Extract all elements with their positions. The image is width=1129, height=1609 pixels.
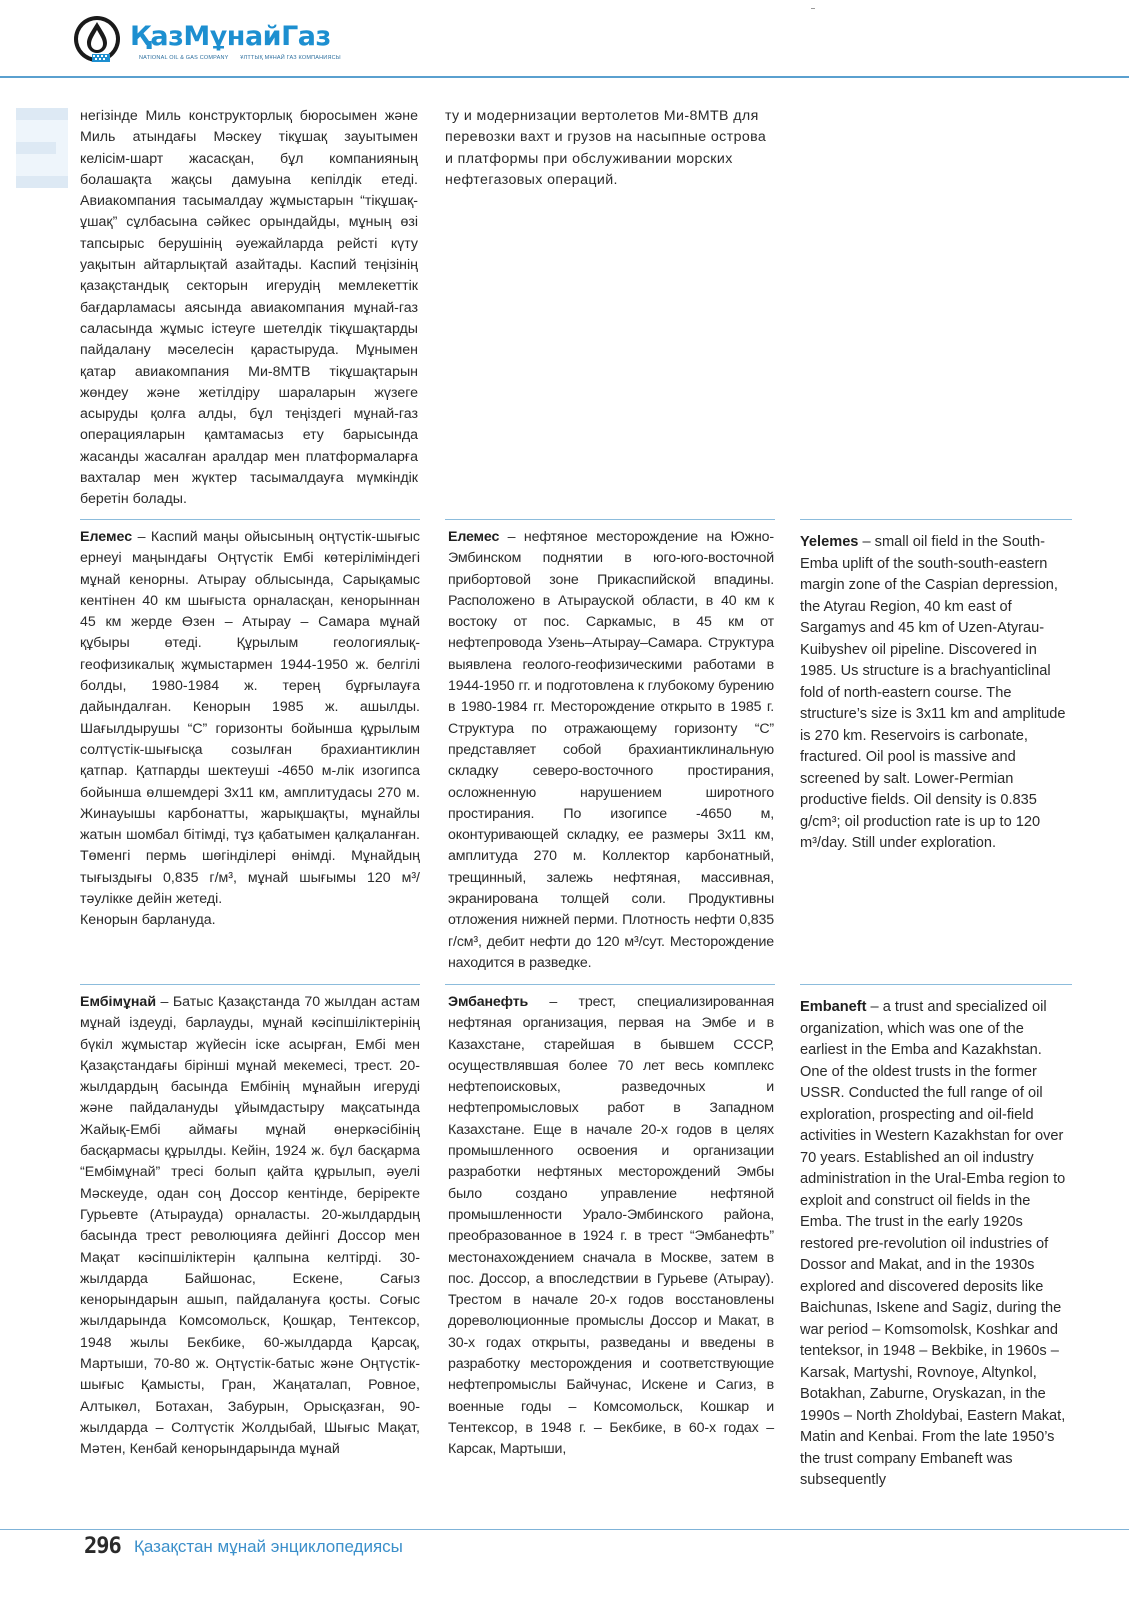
brand-subtitle [139, 55, 351, 61]
entry-text: – Батыс Қазақстанда 70 жылдан астам мұнай іздеуді, барлауды, мұнай кәсіпшіліктерінің бүкіл жұмыстар жүйесін іске асырған, Ембі мен Қазақстандағы бірінші мұнай мекемесі, трест. 20-жылдардың басында Ембінің мұнайын игеруді және пайдалануды ұйымдастыру мақсатында Жайық-Ембі аймағы мұнай өнеркәсібінің басқармасы құрылды. Кейін, 1924 ж. бұл басқарма “Ембімұнай” тресі болып қайта құрылып, әуелі Мәскеуде, одан соң Доссор кентінде, беріректе Гурьевте (Атырауда) орналасты. 20-жылдардың басында трест революцияға дейінгі Доссор мен Мақат кәсіпшіліктерін қалпына келтірді. 30-жылдарда Байшонас, Ескене, Сағыз кенорындарын ашып, пайдалануға қосты. Соғыс жылдарында Комсомольск, Қошқар, Тентексор, 1948 жылы Бекбике, 60-жылдарда Қарсақ, Мартыши, 70-80 ж. Оңтүстік-батыс және Оңтүстік-шығыс Қамысты, Гран, Жаңаталап, Ровное, Алтыкөл, Ботахан, Забурын, Орысқазған, 90-жылдарда – Солтүстік Жолдыбай, Шығыс Мақат, Мәтен, Кенбай кенорындарында мұнай [80, 994, 420, 1458]
entry-yelemes-kz-status: Кенорын барлануда. [80, 912, 216, 929]
intro-ru-text: ту и модернизации вертолетов Ми-8МТВ для перевозки вахт и грузов на насыпные острова и платформы при обслуживании морских нефтегазовых операций. [445, 108, 767, 188]
entry-embaneft-ru [448, 992, 774, 1461]
footer-divider [0, 1529, 1129, 1530]
entry-text: – a trust and specialized oil organization, which was one of the earliest in the Emba and Kazakhstan. One of the oldest trusts in the former USSR. Conducted the full range of oil exploration, prospecting and oil-field activities in Western Kazakhstan for over 70 years. Established an oil industry administration in the Ural-Emba region to exploit and construct oil fields in the Emba. The trust in the early 1920s restored pre-revolution oil industries of Dossor and Makat, and in the 1930s explored and discovered deposits like Baichunas, Iskene and Sagiz, during the war period – Komsomolsk, Koshkar and tenteksor, in 1948 – Bekbike, in 1960s – Karsak, Martyshi, Rovnoye, Altynkol, Botakhan, Zaburne, Oryskazan, in the 1990s – North Zholdybai, Eastern Makat, Matin and Kenbai. From the late 1950’s the trust company Embaneft was subsequently [800, 999, 1066, 1488]
intro-kz-text: негізінде Миль конструкторлық бюросымен және Миль атындағы Мәскеу тікұшақ зауытымен келісім-шарт жасасқан, бұл компанияның болашақта жақсы дамуына кепілдік етеді. Авиакомпания тасымалдау жұмыстарын “тікұшақ-ұшақ” сұлбасына сәйкес орындайды, мұның өзі тапсырыс берушінің әуежайларда рейсті күту уақытын айтарлықтай азайтады. Каспий теңізінің қазақстандық секторын игерудің мемлекеттік бағдарламасы аясында авиакомпания мұнай-газ саласында жұмыс істеуге шетелдік тікұшақтарды пайдалану мәселесін қарастыруда. Мұнымен қатар авиакомпания Ми-8МТВ тікұшақтарын жөндеу және жетілдіру шараларын жүзеге асыруды қолға алды, бұл теңіздегі мұнай-газ операцияларын қамтамасыз ету барысында жасанды жасалған аралдар мен платформаларға вахталар мен жүктер тасымалдауға мүмкіндік беретін болады. [80, 108, 418, 508]
header-divider [0, 76, 1129, 78]
entry-text: – Каспий маңы ойысының оңтүстік-шығыс ернеуі маңындағы Оңтүстік Ембі көтеріліміндегі мұнай кенорны. Атырау облысында, Сарықамыс кентінен 40 км шығыста орналасқан, кенорыннан 45 км жерде Өзен – Атырау – Самара мұнай құбыры өтеді. Құрылым геологиялық-геофизикалық жұмыстармен 1944-1950 ж. белгілі болды, 1980-1984 ж. терең бұрғылауға дайындалған. Кенорын 1985 ж. ашылды. Шағылдырушы “С” горизонты бойынша құрылым солтүстік-шығысқа созылған брахиантиклин қатпар. Қатпарды шектеуші -4650 м-лік изогипса бойынша өлшемдері 3х11 км, амплитудасы 270 м. Жинауышы карбонатты, жарықшақты, мұнайлы жатын шомбал бітімді, тұз қабатымен қалқаланған. Төменгі пермь шөгінділері өнімді. Мұнайдың тығыздығы 0,835 г/м³, мұнай шығымы 120 м³/тәулікке дейін жетеді. [80, 529, 420, 908]
kazmunaygas-logo-icon [72, 14, 122, 64]
page-number: 296 [84, 1534, 121, 1559]
print-mark [811, 8, 815, 9]
entry-text: – small oil field in the South-Emba uplift of the south-south-eastern margin zone of the Caspian depression, the Atyrau Region, 40 km east of Sargamys and 45 km of Uzen-Atyrau-Kuibyshev oil pipeline. Discovered in 1985. Us structure is a brachyanticlinal fold of north-eastern course. The structure’s size is 3x11 km and amplitude is 270 km. Reservoirs is carbonate, fractured. Oil pool is massive and screened by salt. Lower-Permian productive fields. Oil density is 0.835 g/cm³; oil production rate is up to 120 m³/day. Still under exploration. [800, 534, 1066, 851]
separator-kz-1 [80, 519, 420, 520]
entry-yelemes-ru-paragraph [448, 527, 774, 974]
intro-kz-column [80, 106, 418, 511]
entry-yelemes-en [800, 532, 1072, 855]
entry-term: Елемес [80, 529, 133, 545]
entry-yelemes-kz-paragraph [80, 527, 420, 910]
intro-ru-column [445, 106, 775, 191]
entry-term: Ембімұнай [80, 994, 157, 1010]
brand-name: ҚазМұнайГаз [130, 21, 331, 52]
entry-yelemes-kz [80, 527, 420, 932]
entry-embaneft-en [800, 997, 1072, 1492]
separator-en-1 [800, 519, 1072, 520]
separator-kz-2 [80, 984, 420, 985]
entry-embaneft-kz [80, 992, 420, 1461]
entry-yelemes-en-paragraph [800, 532, 1072, 855]
separator-en-2 [800, 984, 1072, 985]
page-header [0, 0, 1129, 78]
entry-embaneft-ru-paragraph [448, 992, 774, 1461]
separator-ru-2 [445, 984, 775, 985]
entry-text: – трест, специализированная нефтяная организация, первая на Эмбе и в Казахстане, старейшая в бывшем СССР, осуществлявшая более 70 лет весь комплекс нефтепоисковых, разведочных и нефтепромысловых работ в Западном Казахстане. Еще в начале 20-х годов в целях промышленного освоения и организации разработки нефтяных месторождений Эмбы было создано управление нефтяной промышленности Урало-Эмбинского района, преобразованное в 1924 г. в трест “Эмбанефть” местонахождением сначала в Москве, затем в пос. Доссор, а впоследствии в Гурьеве (Атырау). Трестом в начале 20-х годов восстановлены дореволюционные промыслы Доссор и Макат, в 30-х годах открыты, разведаны и введены в разработку месторождения и соответствующие нефтепромыслы Байчунас, Искене и Сагиз, в военные годы – Комсомольск, Кошкар и Тентексор, в 1948 г. – Бекбике, в 60-х годах – Карсак, Мартыши, [448, 994, 774, 1458]
entry-embaneft-kz-paragraph [80, 992, 420, 1461]
brand-subtitle-kz: ҰЛТТЫҚ МҰНАЙ ГАЗ КОМПАНИЯСЫ [240, 55, 341, 61]
entry-term: Yelemes [800, 534, 859, 550]
entry-term: Эмбанефть [448, 994, 529, 1010]
publication-title: Қазақстан мұнай энциклопедиясы [134, 1537, 403, 1556]
entry-term: Елемес [448, 529, 500, 545]
brand-subtitle-en: NATIONAL OIL & GAS COMPANY [139, 55, 229, 61]
entry-text: – нефтяное месторождение на Южно-Эмбинском поднятии в юго-юго-восточной прибортовой зоне Прикаспийской впадины. Расположено в Атырауской области, в 40 км к востоку от пос. Саркамыс, в 45 км от нефтепровода Узень–Атырау–Самара. Структура выявлена геолого-геофизическими работами в 1944-1950 гг. и подготовлена к глубокому бурению в 1980-1984 гг. Месторождение открыто в 1985 г. Структура по отражающему горизонту “С” представляет собой брахиантиклинальную складку северо-восточного простирания, осложненную нарушением широтного простирания. По изогипсе -4650 м, оконтуривающей складку, ее размеры 3х11 км, амплитуда 270 м. Коллектор карбонатный, трещинный, залежь нефтяная, массивная, экранирована толщей соли. Продуктивны отложения нижней перми. Плотность нефти 0,835 г/см³, дебит нефти до 120 м³/сут. Месторождение находится в разведке. [448, 529, 774, 971]
entry-term: Embaneft [800, 999, 867, 1015]
entry-embaneft-en-paragraph [800, 997, 1072, 1492]
separator-ru-1 [445, 519, 775, 520]
entry-yelemes-ru [448, 527, 774, 974]
decorative-initial-icon [16, 108, 68, 188]
